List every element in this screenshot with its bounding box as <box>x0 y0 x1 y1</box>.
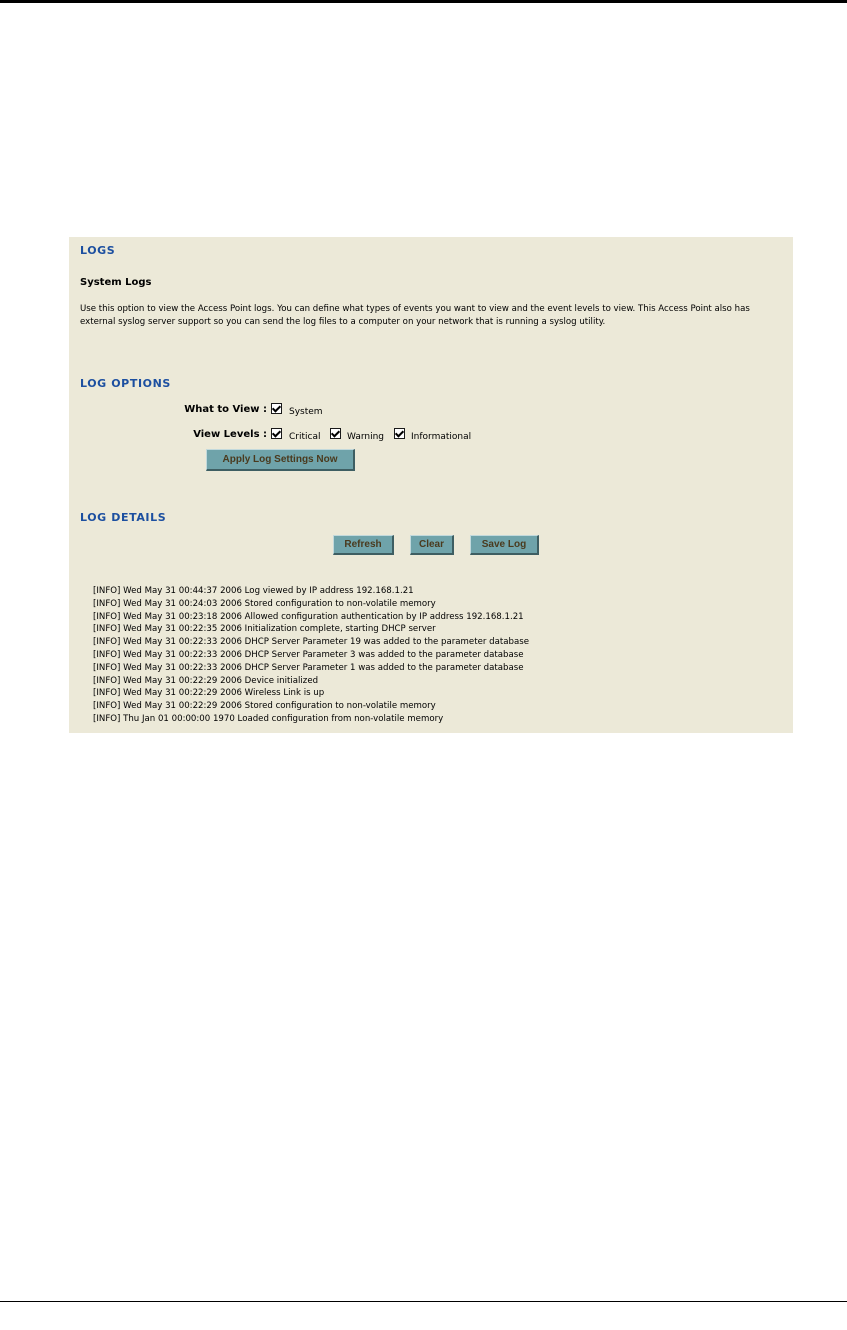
logs-description: Use this option to view the Access Point logs. You can define what types of events you want to view and the event levels to view. This Access Point also has external syslog server support so you can send the log files to a computer on your network that is running a syslog utility. <box>80 304 750 327</box>
informational-checkbox[interactable] <box>394 428 405 439</box>
logs-panel <box>69 237 793 733</box>
system-checkbox[interactable] <box>271 403 282 414</box>
warning-checkbox-label: Warning <box>347 432 385 442</box>
system-logs-subheading: System Logs <box>80 277 152 288</box>
system-checkbox-label: System <box>289 407 323 417</box>
logs-heading: LOGS <box>80 244 116 257</box>
bottom-rule <box>0 1301 847 1302</box>
view-levels-label: View Levels : <box>193 429 267 440</box>
refresh-button[interactable]: Refresh <box>333 535 394 555</box>
informational-checkbox-label: Informational <box>411 432 472 442</box>
top-rule <box>0 0 847 3</box>
critical-checkbox-label: Critical <box>289 432 321 442</box>
log-entry: [INFO] Wed May 31 00:22:29 2006 Device initialized <box>93 675 319 686</box>
log-details-heading: LOG DETAILS <box>80 511 167 524</box>
log-entry: [INFO] Wed May 31 00:22:33 2006 DHCP Server Parameter 1 was added to the parameter database <box>93 662 524 673</box>
critical-checkbox[interactable] <box>271 428 282 439</box>
log-entry: [INFO] Wed May 31 00:44:37 2006 Log viewed by IP address 192.168.1.21 <box>93 586 414 596</box>
log-entry: [INFO] Wed May 31 00:22:33 2006 DHCP Server Parameter 19 was added to the parameter database <box>93 637 529 648</box>
log-entries <box>93 585 529 726</box>
log-options-heading: LOG OPTIONS <box>80 377 171 390</box>
log-entry: [INFO] Wed May 31 00:22:29 2006 Stored configuration to non-volatile memory <box>93 701 436 712</box>
log-entry: [INFO] Wed May 31 00:24:03 2006 Stored configuration to non-volatile memory <box>93 598 436 609</box>
apply-log-settings-button[interactable]: Apply Log Settings Now <box>206 449 355 471</box>
clear-button[interactable]: Clear <box>410 535 454 555</box>
log-entry: [INFO] Wed May 31 00:22:33 2006 DHCP Server Parameter 3 was added to the parameter database <box>93 649 524 660</box>
log-entry: [INFO] Wed May 31 00:22:29 2006 Wireless Link is up <box>93 688 325 699</box>
what-to-view-label: What to View : <box>184 404 267 415</box>
log-entry: [INFO] Wed May 31 00:23:18 2006 Allowed configuration authentication by IP address 192.168.1.21 <box>93 611 524 622</box>
log-entry: [INFO] Thu Jan 01 00:00:00 1970 Loaded configuration from non-volatile memory <box>93 713 444 724</box>
warning-checkbox[interactable] <box>330 428 341 439</box>
log-entry: [INFO] Wed May 31 00:22:35 2006 Initialization complete, starting DHCP server <box>93 624 436 635</box>
save-log-button[interactable]: Save Log <box>470 535 539 555</box>
